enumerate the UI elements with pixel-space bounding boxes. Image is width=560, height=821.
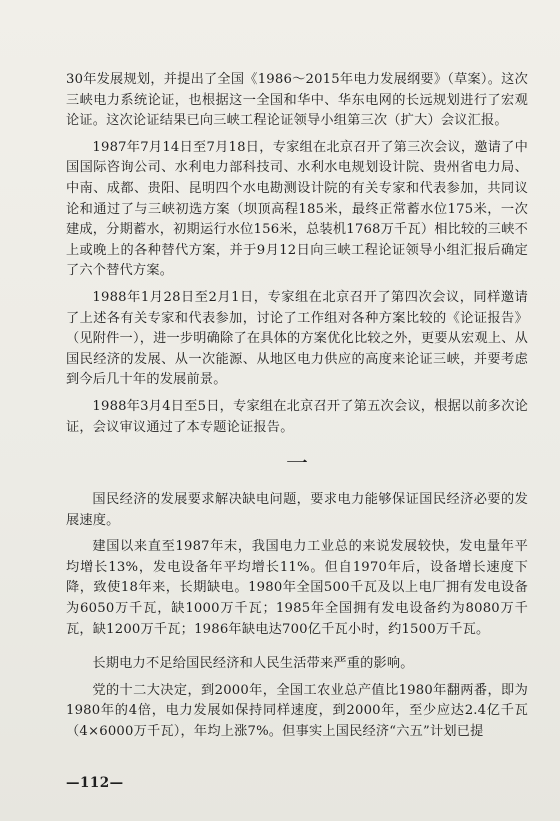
paragraph-1: 30年发展规划，并提出了全国《1986～2015年电力发展纲要》（草案）。这次三峡电力系统论证，也根据这一全国和华中、华东电网的长远规划进行了宏观论证。这次论证结果已向三峡工程论证领导小组第三次（扩大）会议汇报。 [66, 72, 528, 129]
paragraph-4: 1988年3月4日至5日，专家组在北京召开了第五次会议，根据以前多次论证，会议审议通过了本专题论证报告。 [66, 398, 528, 435]
paragraph-7: 长期电力不足给国民经济和人民生活带来严重的影响。 [92, 656, 414, 672]
section-heading-one: 一 [285, 452, 308, 478]
paragraph-3: 1988年1月28日至2月1日，专家组在北京召开了第四次会议，同样邀请了上述各有关专家和代表参加，讨论了工作组对各种方案比较的《论证报告》（见附件一），进一步明确除了在具体的方案优化比较之外，更要从宏观上、从国民经济的发展、从一次能源、从地区电力供应的高度来论证三峡，并要考虑到今后几十年的发展前景。 [66, 289, 528, 388]
paragraph-8: 党的十二大决定，到2000年，全国工农业总产值比1980年翻两番，即为1980年的4倍，电力发展如保持同样速度，到2000年，至少应达2.4亿千瓦（4×6000万千瓦），年均上涨7%。但事实上国民经济“六五”计划已提 [66, 682, 528, 740]
paragraph-2: 1987年7月14日至7月18日，专家组在北京召开了第三次会议，邀请了中国国际咨询公司、水利电力部科技司、水利水电规划设计院、贵州省电力局、中南、成都、贵阳、昆明四个水电勘测设计院的有关专家和代表参加，共同议论和通过了与三峡初选方案（坝顶高程185米，最终正常蓄水位175米，一次建成，分期蓄水，初期运行水位156米，总装机1768万千瓦）相比较的三峡不上或晚上的各种替代方案，并于9月12日向三峡工程论证领导小组汇报后确定了六个替代方案。 [66, 139, 528, 279]
page-body [66, 70, 528, 743]
paragraph-6: 建国以来直至1987年末，我国电力工业总的来说发展较快，发电量年平均增长13%，发电设备年平均增长11%。但自1970年后，设备增长速度下降，致使18年来，长期缺电。1980年全国500千瓦及以上电厂拥有发电设备为6050万千瓦，缺1000万千瓦；1985年全国拥有发电设备约为8080万千瓦，缺1200万千瓦；1986年缺电达700亿千瓦小时，约1500万千瓦。 [66, 539, 528, 637]
page-number: —112— [66, 775, 124, 791]
paragraph-5: 国民经济的发展要求解决缺电问题，要求电力能够保证国民经济必要的发展速度。 [66, 492, 528, 528]
